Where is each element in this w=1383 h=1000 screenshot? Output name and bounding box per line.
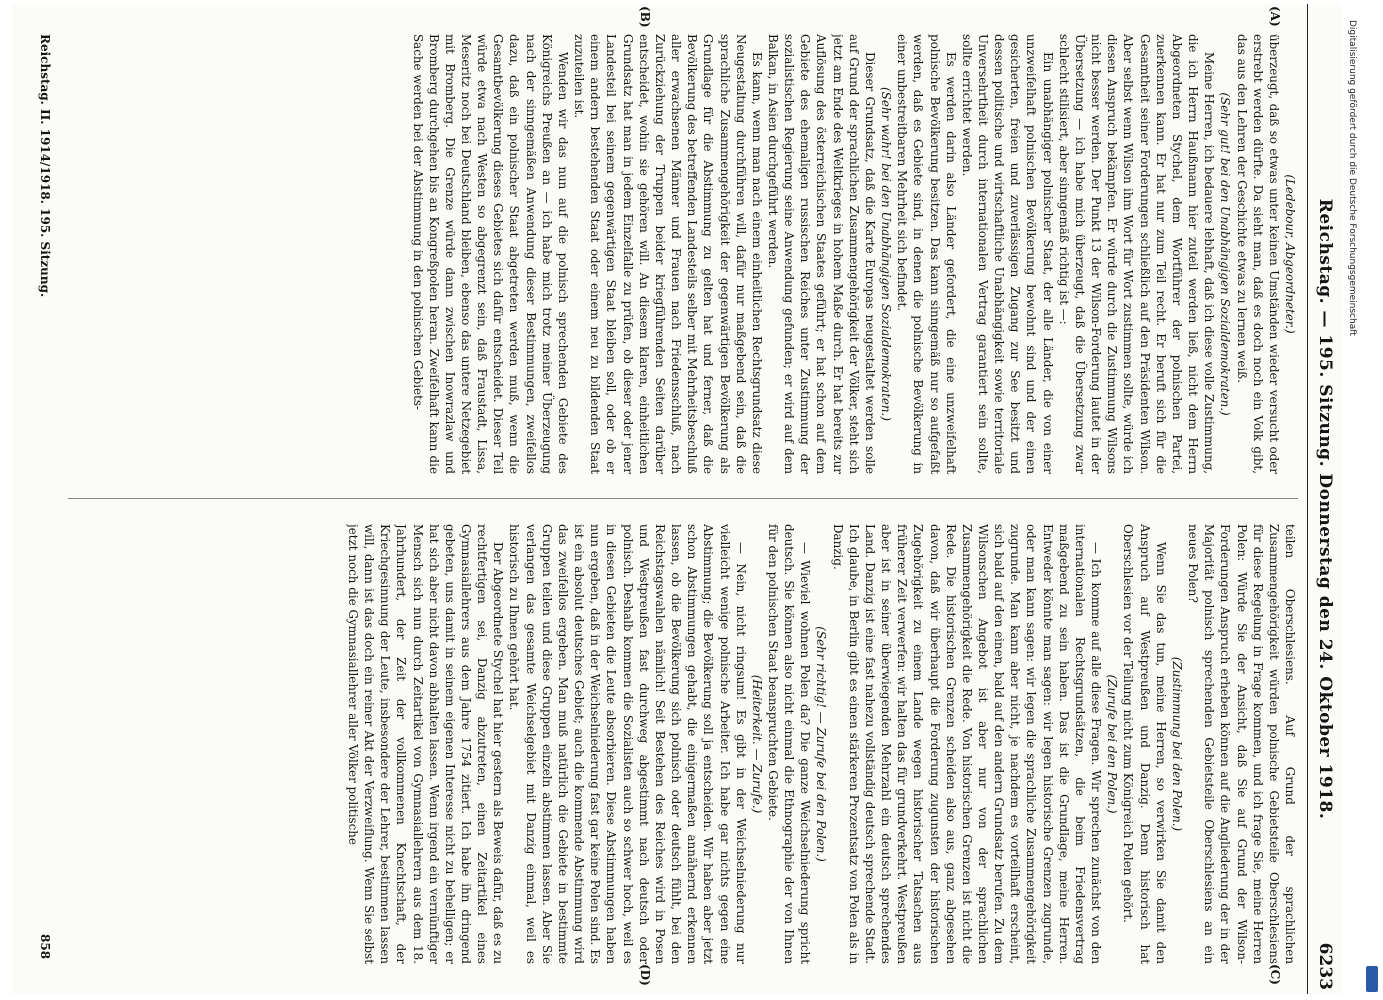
paragraph: Es kann, wenn man nach einem einheitlichen Rechtsgrundsatz diese Neugestaltung durchführen will, dafür nur maßgebend sein, daß die sprachliche Zusammengehörigkeit der gegenwärtigen Bevölkerung als Grundlage für die Abstimmung zu gelten hat und ferner, daß die Bevölkerung des betreffenden Landesteils selber mit Mehrheitsbeschluß aller erwachsenen Männer und Frauen nach Friedensschluß, nach Zurückziehung der Truppen beider kriegführenden Seiten darüber entscheidet, wohin sie gehören will. An diesem klaren, einheitlichen Grundsatz hat man in jedem Einzelfalle zu prüfen, ob dieser oder jener Landesteil bei seinem gegenwärtigen Staat bleiben soll, oder ob er einem andern bestehenden Staat oder einem neu zu bildenden Staat zuzuteilen ist. [572, 34, 764, 474]
marker-c: (C) [1268, 964, 1282, 985]
header-title: Reichstag. — 195. Sitzung. Donnerstag den 24. Oktober 1918. [1315, 198, 1335, 820]
paragraph: Es werden darin also Länder gefordert, die eine unzweifelhaft polnische Bevölkerung besitzen. Das kann sinngemäß nur so aufgefaßt werden, daß es Gebiete sind, in denen die polnische Bevölkerung in einer unbestreitbaren Mehrheit sich befindet. [895, 34, 958, 474]
interjection: (Zustimmung bei den Polen.) [1169, 656, 1184, 832]
paragraph: überzeugt, daß so etwas unter keinen Umständen wieder versucht oder erstrebt werden dürfte. Da sieht man, daß es doch noch ein Volk gibt, das aus den Lehren der Geschichte etwas zu lernen weiß. [1234, 34, 1281, 474]
quotation: Ein unabhängiger polnischer Staat, der alle Länder, die von einer unzweifelhaft polnischen Bevölkerung bewohnt sind und der einen gesicherten, freien und zuverlässigen Zugang zur See besitzt und dessen politische und wirtschaftliche Unabhängigkeit sowie territoriale Unversehrtheit durch internationalen Vertrag garantiert sein sollte, sollte errichtet werden. [959, 34, 1055, 474]
page-header [1307, 4, 1342, 994]
paragraph: — Nein, nicht ringsum! Es gibt in der Weichselniederung nur vielleicht wenige polnische Arbeiter. Ich habe gar nichts gegen eine Abstimmung; die Bevölkerung soll ja entscheiden. Wir haben aber jetzt schon Abstimmungen gehabt, die einigermaßen annähernd erkennen lassen, ob die Bevölkerung sich polnisch oder deutsch fühlt, bei den Reichstagswahlen nämlich! Seit Bestehen des Reiches wird in Posen und Westpreußen fast durchweg abgestimmt nach deutsch oder polnisch. Deshalb kommen die Sozialisten auch so schwer hoch, weil es in diesen Gebieten die Leute absorbieren. Diese Abstimmungen haben nun ergeben, daß in der Weichselniederung fast gar keine Polen sind. Es ist ein absolut deutsches Gebiet; auch die kommende Abstimmung wird das zweifellos ergeben. Man muß natürlich die Gebiete in bestimmte Gruppen teilen und diese Gruppen einzeln abstimmen lassen. Aber Sie verlangen das gesamte Weichselgebiet mit Danzig einmal, weil es historisch zu Ihnen gehört hat. [507, 524, 748, 964]
interjection: (Zurufe bei den Polen.) [1105, 674, 1120, 814]
speaker-line: (Ledebour, Abgeordneter.) [1283, 174, 1297, 334]
interjection: (Sehr richtig! — Zurufe bei den Polen.) [814, 626, 829, 862]
digitization-credit: Digitalisierung gefördert durch die Deutsche Forschungsgemeinschaft [1347, 20, 1357, 336]
footer-page-number: 858 [38, 934, 52, 960]
newspaper-page [12, 4, 1342, 994]
paragraph: — Wieviel wohnen Polen da? Die ganze Weichselniederung spricht deutsch. Sie können also nicht einmal die Ethnographie der von Ihnen für den polnischen Staat beanspruchten Gebiete. [766, 524, 813, 964]
marker-b: (B) [638, 6, 652, 28]
interjection: (Sehr wahr! bei den Unabhängigen Sozialdemokraten.) [879, 87, 894, 421]
paragraph: — Ich komme auf alle diese Fragen. Wir sprechen zunächst von den internationalen Rechtsgrundsätzen, die beim Friedensvertrag maßgebend zu sein haben. Das ist die Grundlage, meine Herren. Entweder könnte man sagen: wir legen historische Grenzen zugrunde, oder man kann sagen: wir legen die sprachliche Zusammengehörigkeit zugrunde. Man kann aber nicht, je nachdem es vorteilhaft erscheint, sich bald auf den einen, bald auf den andern Grundsatz berufen. Zu dem Wilsonschen Angebot ist aber nur von der sprachlichen Zusammengehörigkeit die Rede. Von historischen Grenzen ist nicht die Rede. Die historischen Grenzen scheiden also aus, ganz abgesehen davon, daß wir überhaupt die Forderung zugunsten der historischen Zugehörigkeit zu einem Lande wegen historischer Tatsachen aus früherer Zeit verwerfen: wir halten das für grundverkehrt. Westpreußen aber ist in seiner überwiegenden Mehrzahl ein deutsch sprechendes Land. Danzig ist eine fast nahezu vollständig deutsch sprechende Stadt. Ich glaube, in Berlin gibt es einen stärkeren Prozentsatz von Polen als in Danzig. [830, 524, 1104, 964]
paragraph: Der Abgeordnete Stychel hat hier gestern als Beweis dafür, daß es zu rechtfertigen sei, Danzig abzutreten, einen Zeitartikel eines Gymnasiallehrers aus dem Jahre 1754 zitiert. Ich habe ihn dringend gebeten, uns damit in seinem eigenen Interesse nicht zu behelligen; er hat sich aber nicht davon abhalten lassen. Wenn irgend ein vernünftiger Mensch sich nun durch Zeitartikel von Gymnasiallehrern aus dem 18. Jahrhundert, der Zeit der vollkommenen Knechtschaft, der Kriechgesinnung der Leute, insbesondere der Lehrer, bestimmen lassen will, dann ist das doch ein reiner Akt der Verzweiflung. Wenn Sie selbst jetzt noch die Gymnasiallehrer aller Völker politische [345, 524, 506, 964]
dfg-logo-icon [1366, 966, 1378, 992]
paragraph: teilen Oberschlesiens. Auf Grund der sprachlichen Zusammengehörigkeit würden polnische Gebietsteile Oberschlesiens für diese Regelung in Frage kommen, und ich frage Sie, meine Herren Polen: Würde Sie der Ansicht, daß Sie auf Grund der Wilson-Forderungen Anspruch erheben können auf die Angliederung der in der Majorität polnisch sprechenden Gebietsteile Oberschlesiens an ein neues Polen? [1186, 524, 1297, 964]
paragraph: Wenn Sie das tun, meine Herren, so verwirken Sie damit den Anspruch auf Westpreußen und Danzig. Denn historisch hat Oberschlesien vor der Teilung nicht zum Königreich Polen gehört. [1121, 524, 1168, 964]
marker-d: (D) [638, 964, 652, 986]
right-column [68, 524, 1298, 964]
paragraph: Wenden wir das nun auf die polnisch sprechenden Gebiete des Königreichs Preußen an — ich habe mich trotz meiner Überzeugung nach der sinngemäßen Anwendung dieser Bestimmungen, zweifellos dazu, daß ein polnischer Staat abgetreten werden muß, wenn die Gesamtbevölkerung dieses Gebietes sich dafür entscheidet. Dieser Teil würde etwa nach Westen so abgegrenzt sein, daß Fraustadt, Lissa, Meseritz noch bei Deutschland bleiben, ebenso das untere Netzegebiet mit Bromberg. Die Grenze würde dann zwischen Inowrazlaw und Bromberg durchgehen bis an Kongreßpolen heran. Zweifelhaft kann die Sache werden bei der Abstimmung in den polnischen Gebiets- [410, 34, 570, 474]
left-column [68, 34, 1298, 474]
interjection: (Sehr gut! bei den Unabhängigen Sozialdemokraten.) [1218, 92, 1233, 416]
paragraph: Meine Herren, ich bedauere lebhaft, daß ich diese volle Zustimmung, die ich Herrn Haußmann hier zuteil werden ließ, nicht dem Herrn Abgeordneten Stychel, dem Wortführer der polnischen Partei, zuerkennen kann. Er hat nur zum Teil recht. Er beruft sich für die Gesamtheit seiner Forderungen schließlich auf den Präsidenten Wilson. Aber selbst wenn Wilson ihm Wort für Wort zustimmen sollte, würde ich diesen Anspruch bekämpfen. Er würde durch die Zustimmung Wilsons nicht besser werden. Der Punkt 13 der Wilson-Forderung lautet in der Übersetzung — ich habe mich überzeugt, daß die Übersetzung zwar schlecht stilisiert, aber sinngemäß richtig ist —: [1056, 34, 1217, 474]
interjection: (Heiterkeit. — Zurufe.) [749, 674, 764, 814]
paragraph: Dieser Grundsatz, daß die Karte Europas neugestaltet werden solle auf Grund der sprachlichen Zusammengehörigkeit der Völker, steht sich jetzt am Ende des Weltkrieges in hohem Maße durch. Er hat bereits zur Auflösung des österreichischen Staates geführt; er hat schon auf dem Gebiete des ehemaligen russischen Reiches unter Zustimmung der sozialistischen Regierung seine Anwendung gefunden; er wird auf dem Balkan, in Asien durchgeführt werden. [766, 34, 877, 474]
column-divider [68, 498, 1298, 499]
footer-left: Reichstag. II. 1914/1918. 195. Sitzung. [38, 34, 52, 298]
marker-a: (A) [1268, 6, 1282, 27]
header-page-number: 6233 [1315, 942, 1335, 990]
